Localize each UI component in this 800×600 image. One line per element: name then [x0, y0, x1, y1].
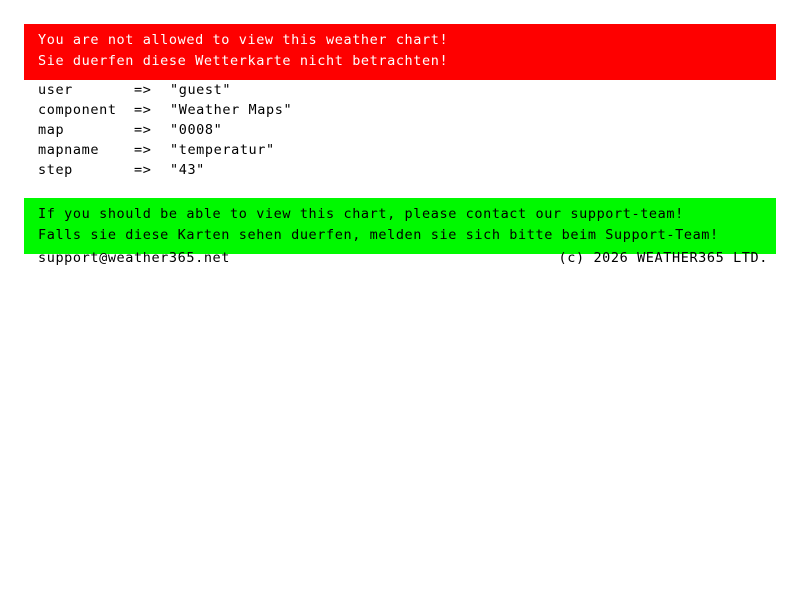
parameter-row	[38, 160, 292, 180]
parameter-value: "0008"	[170, 122, 223, 138]
parameter-row	[38, 140, 292, 160]
parameter-arrow: =>	[134, 122, 152, 138]
parameter-list	[38, 80, 292, 180]
parameter-row	[38, 100, 292, 120]
parameter-row	[38, 120, 292, 140]
info-banner-line-de: Falls sie diese Karten sehen duerfen, melden sie sich bitte beim Support-Team!	[38, 227, 719, 243]
parameter-arrow: =>	[134, 82, 152, 98]
parameter-key: map	[38, 122, 65, 138]
parameter-key: user	[38, 82, 73, 98]
parameter-value: "Weather Maps"	[170, 102, 293, 118]
parameter-arrow: =>	[134, 162, 152, 178]
parameter-key: step	[38, 162, 73, 178]
support-email-link[interactable]: support@weather365.net	[38, 250, 231, 266]
info-banner-line-en: If you should be able to view this chart, please contact our support-team!	[38, 206, 684, 222]
footer	[38, 250, 768, 266]
error-banner-line-en: You are not allowed to view this weather chart!	[38, 32, 449, 48]
parameter-value: "43"	[170, 162, 205, 178]
parameter-key: component	[38, 102, 117, 118]
parameter-row	[38, 80, 292, 100]
parameter-arrow: =>	[134, 142, 152, 158]
parameter-key: mapname	[38, 142, 100, 158]
parameter-value: "guest"	[170, 82, 232, 98]
copyright-text: (c) 2026 WEATHER365 LTD.	[558, 250, 768, 266]
parameter-value: "temperatur"	[170, 142, 275, 158]
parameter-arrow: =>	[134, 102, 152, 118]
error-banner	[24, 24, 776, 80]
error-banner-line-de: Sie duerfen diese Wetterkarte nicht betrachten!	[38, 53, 449, 69]
info-banner	[24, 198, 776, 254]
